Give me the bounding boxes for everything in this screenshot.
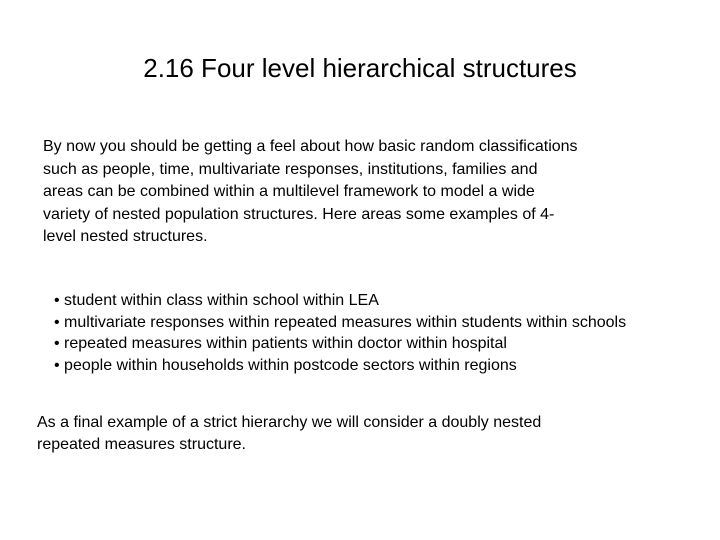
closing-line: repeated measures structure. xyxy=(37,436,246,453)
closing-line: As a final example of a strict hierarchy we will consider a doubly nested xyxy=(37,414,542,431)
list-item: • people within households within postcode sectors within regions xyxy=(54,356,517,374)
list-item: • multivariate responses within repeated measures within students within schools xyxy=(54,313,627,331)
list-item: • repeated measures within patients within doctor within hospital xyxy=(54,335,507,352)
intro-line: By now you should be getting a feel about how basic random classifications xyxy=(43,138,578,155)
closing-paragraph xyxy=(37,412,677,456)
intro-line: areas can be combined within a multilevel framework to model a wide xyxy=(43,183,535,200)
intro-line: variety of nested population structures. Here areas some examples of 4- xyxy=(43,205,555,223)
list-item: • student within class within school within LEA xyxy=(54,292,379,309)
intro-line: such as people, time, multivariate responses, institutions, families and xyxy=(43,160,538,178)
intro-line: level nested structures. xyxy=(43,228,208,245)
examples-list xyxy=(54,290,626,376)
intro-paragraph xyxy=(43,136,663,249)
slide-title: 2.16 Four level hierarchical structures xyxy=(143,53,577,83)
